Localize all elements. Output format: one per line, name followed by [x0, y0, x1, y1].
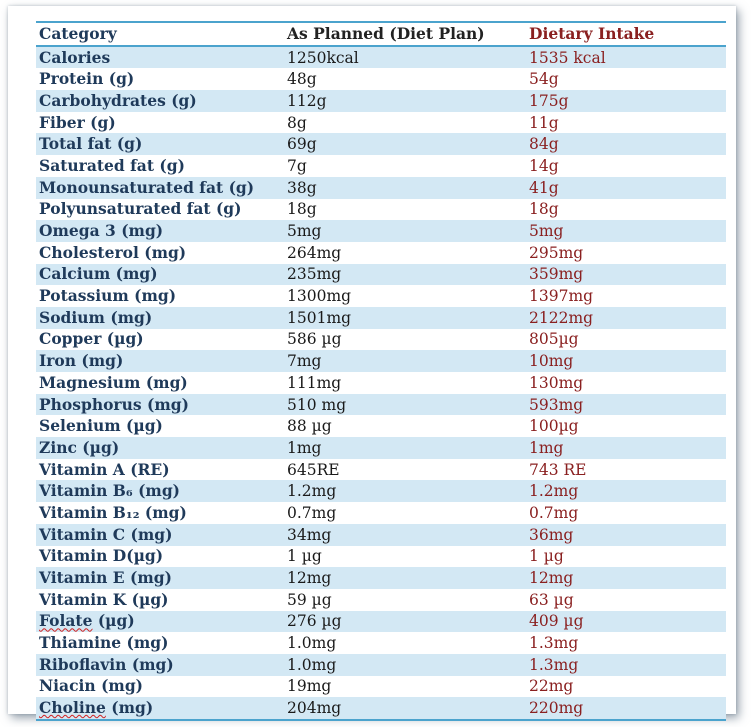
row-planned-value: 12mg [287, 569, 332, 588]
row-category: Fiber (g) [39, 112, 116, 132]
row-planned-value: 18g [287, 200, 317, 219]
row-planned-value: 1 µg [287, 547, 322, 566]
row-planned-value: 204mg [287, 699, 342, 718]
row-planned-value: 1mg [287, 438, 322, 457]
row-intake-value: 1397mg [529, 287, 594, 306]
row-category: Vitamin C (mg) [39, 524, 173, 544]
row-planned-value: 645RE [287, 460, 340, 479]
spellcheck-underline: Folate [39, 611, 93, 631]
row-intake-value: 14g [529, 156, 559, 175]
row-planned-value: 586 µg [287, 330, 342, 349]
row-category: Iron (mg) [39, 351, 124, 371]
table-row [36, 589, 726, 611]
row-category: Vitamin B₁₂ (mg) [39, 502, 187, 522]
table-row [36, 307, 726, 329]
row-planned-value: 1.0mg [287, 634, 337, 653]
row-category: Folate (µg) [39, 611, 135, 631]
row-intake-value: 295mg [529, 243, 584, 262]
header-category: Category [39, 23, 117, 43]
row-intake-value: 100µg [529, 417, 579, 436]
row-planned-value: 276 µg [287, 612, 342, 631]
header-intake: Dietary Intake [529, 23, 655, 43]
row-planned-value: 7g [287, 156, 307, 175]
row-intake-value: 409 µg [529, 612, 584, 631]
table-row [36, 437, 726, 459]
table-row [36, 133, 726, 155]
row-intake-value: 41g [529, 178, 559, 197]
row-category: Choline (mg) [39, 698, 154, 718]
row-intake-value: 11g [529, 113, 559, 132]
table-row [36, 546, 726, 568]
table-row [36, 697, 726, 720]
row-intake-value: 5mg [529, 222, 564, 241]
row-planned-value: 1.2mg [287, 482, 337, 501]
table-row [36, 68, 726, 90]
row-category: Cholesterol (mg) [39, 242, 187, 262]
table-row [36, 415, 726, 437]
spellcheck-underline: Choline [39, 698, 106, 718]
table-row [36, 90, 726, 112]
row-intake-value: 359mg [529, 265, 584, 284]
row-category: Vitamin K (µg) [39, 589, 169, 609]
table-row [36, 242, 726, 264]
row-category: Riboflavin (mg) [39, 654, 174, 674]
table-header-row [36, 22, 726, 46]
row-category: Sodium (mg) [39, 307, 153, 327]
table-row [36, 524, 726, 546]
table-row [36, 177, 726, 199]
row-category: Copper (µg) [39, 329, 144, 349]
table-row [36, 676, 726, 698]
table-row [36, 155, 726, 177]
row-category: Polyunsaturated fat (g) [39, 199, 242, 219]
row-category: Calcium (mg) [39, 264, 158, 284]
row-planned-value: 1501mg [287, 308, 352, 327]
table-row [36, 46, 726, 69]
row-intake-value: 220mg [529, 699, 584, 718]
row-category: Potassium (mg) [39, 286, 177, 306]
row-planned-value: 59 µg [287, 590, 332, 609]
row-category: Vitamin B₆ (mg) [39, 481, 180, 501]
row-category: Phosphorus (mg) [39, 394, 189, 414]
table-row [36, 459, 726, 481]
row-intake-value: 805µg [529, 330, 579, 349]
table-row [36, 654, 726, 676]
row-intake-value: 63 µg [529, 590, 574, 609]
row-category: Protein (g) [39, 69, 135, 89]
row-planned-value: 112g [287, 91, 327, 110]
table-row [36, 350, 726, 372]
row-planned-value: 1.0mg [287, 655, 337, 674]
table-row [36, 329, 726, 351]
row-intake-value: 36mg [529, 525, 574, 544]
row-intake-value: 175g [529, 91, 569, 110]
row-intake-value: 2122mg [529, 308, 594, 327]
table-row [36, 112, 726, 134]
row-planned-value: 69g [287, 135, 317, 154]
table-row [36, 502, 726, 524]
table-row [36, 220, 726, 242]
row-category: Vitamin D(µg) [39, 546, 164, 566]
row-intake-value: 84g [529, 135, 559, 154]
row-planned-value: 88 µg [287, 417, 332, 436]
row-planned-value: 1250kcal [287, 48, 359, 67]
row-planned-value: 48g [287, 70, 317, 89]
row-planned-value: 111mg [287, 373, 342, 392]
row-planned-value: 264mg [287, 243, 342, 262]
nutrition-comparison-table [36, 21, 726, 721]
row-planned-value: 19mg [287, 677, 332, 696]
row-intake-value: 1 µg [529, 547, 564, 566]
row-planned-value: 5mg [287, 222, 322, 241]
row-category: Thiamine (mg) [39, 633, 169, 653]
row-intake-value: 22mg [529, 677, 574, 696]
document-page [8, 6, 736, 718]
row-category: Omega 3 (mg) [39, 221, 164, 241]
row-planned-value: 510 mg [287, 395, 347, 414]
row-category: Niacin (mg) [39, 676, 143, 696]
row-planned-value: 235mg [287, 265, 342, 284]
row-category: Saturated fat (g) [39, 155, 185, 175]
row-planned-value: 8g [287, 113, 307, 132]
row-intake-value: 12mg [529, 569, 574, 588]
table-row [36, 199, 726, 221]
row-planned-value: 0.7mg [287, 503, 337, 522]
row-intake-value: 1mg [529, 438, 564, 457]
row-intake-value: 54g [529, 70, 559, 89]
table-row [36, 394, 726, 416]
row-category: Carbohydrates (g) [39, 90, 197, 110]
row-intake-value: 1.2mg [529, 482, 579, 501]
row-intake-value: 743 RE [529, 460, 587, 479]
table-row [36, 372, 726, 394]
row-intake-value: 593mg [529, 395, 584, 414]
row-intake-value: 18g [529, 200, 559, 219]
row-planned-value: 1300mg [287, 287, 352, 306]
row-category: Monounsaturated fat (g) [39, 177, 255, 197]
row-planned-value: 38g [287, 178, 317, 197]
table-row [36, 611, 726, 633]
row-category: Zinc (µg) [39, 437, 120, 457]
table-row [36, 567, 726, 589]
row-category: Selenium (µg) [39, 416, 163, 436]
row-category: Vitamin E (mg) [39, 568, 172, 588]
table-row [36, 480, 726, 502]
header-planned: As Planned (Diet Plan) [287, 23, 485, 43]
table-row [36, 264, 726, 286]
row-intake-value: 1.3mg [529, 634, 579, 653]
row-intake-value: 1.3mg [529, 655, 579, 674]
row-intake-value: 0.7mg [529, 503, 579, 522]
row-category: Magnesium (mg) [39, 372, 188, 392]
table-row [36, 632, 726, 654]
row-intake-value: 130mg [529, 373, 584, 392]
row-category: Total fat (g) [39, 134, 143, 154]
row-planned-value: 34mg [287, 525, 332, 544]
row-category: Calories [39, 47, 111, 67]
row-intake-value: 10mg [529, 352, 574, 371]
row-category: Vitamin A (RE) [39, 459, 170, 479]
row-intake-value: 1535 kcal [529, 48, 606, 67]
table-body [36, 46, 726, 720]
table-row [36, 285, 726, 307]
row-planned-value: 7mg [287, 352, 322, 371]
